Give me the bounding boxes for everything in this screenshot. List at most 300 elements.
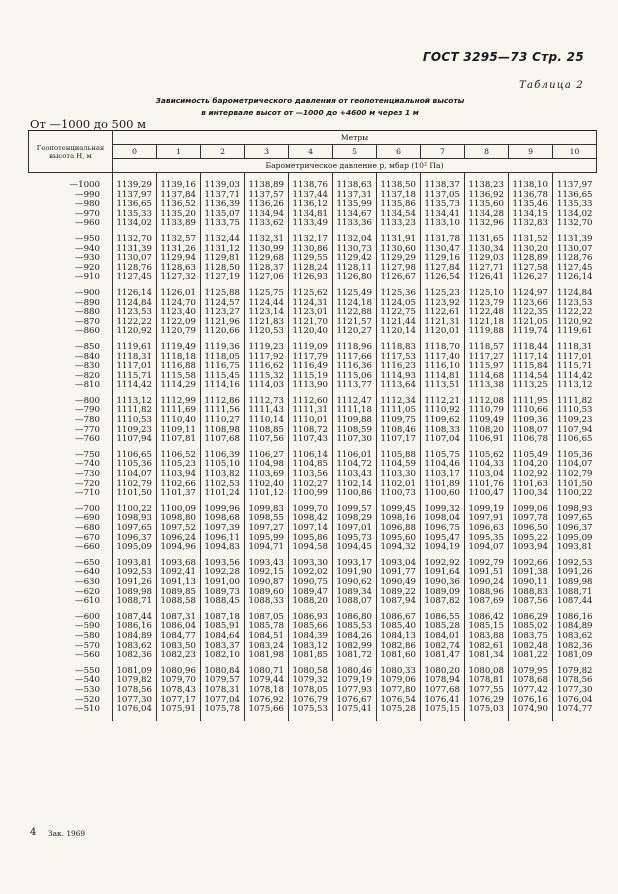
pressure-cell: 1132,83 bbox=[509, 219, 553, 229]
pressure-cell: 1108,98 bbox=[201, 426, 245, 436]
pressure-cell: 1118,70 bbox=[421, 343, 465, 353]
pressure-cell: 1093,17 bbox=[333, 559, 377, 569]
pressure-cell: 1121,83 bbox=[245, 318, 289, 328]
pressure-cell: 1090,49 bbox=[377, 578, 421, 588]
pressure-cell: 1117,92 bbox=[245, 353, 289, 363]
height-cell: —630 bbox=[75, 576, 100, 587]
pressure-cell: 1113,77 bbox=[333, 381, 377, 391]
pressure-cell: 1118,44 bbox=[509, 343, 553, 353]
pressure-cell: 1119,36 bbox=[201, 343, 245, 353]
table-row bbox=[29, 273, 597, 283]
pressure-cell: 1110,14 bbox=[245, 416, 289, 426]
pressure-cell: 1095,86 bbox=[289, 534, 333, 544]
pressure-cell: 1082,74 bbox=[421, 642, 465, 652]
pressure-header: Барометрическое давление p, мбар (10² Па) bbox=[113, 159, 597, 173]
pressure-cell: 1076,29 bbox=[465, 696, 509, 706]
pressure-cell: 1126,14 bbox=[113, 289, 157, 299]
pressure-cell: 1116,49 bbox=[289, 362, 333, 372]
pressure-cell: 1079,19 bbox=[333, 676, 377, 686]
pressure-cell: 1087,94 bbox=[377, 597, 421, 607]
pressure-cell: 1090,24 bbox=[465, 578, 509, 588]
column-header: 4 bbox=[289, 145, 333, 159]
pressure-cell: 1129,29 bbox=[377, 254, 421, 264]
pressure-cell: 1123,14 bbox=[245, 308, 289, 318]
pressure-cell: 1094,45 bbox=[333, 543, 377, 553]
pressure-cell: 1138,76 bbox=[289, 181, 333, 191]
pressure-cell: 1087,31 bbox=[157, 613, 201, 623]
pressure-cell: 1128,76 bbox=[113, 264, 157, 274]
height-cell: —540 bbox=[75, 675, 100, 686]
height-cell: —530 bbox=[75, 684, 100, 695]
pressure-cell: 1122,09 bbox=[157, 318, 201, 328]
table-body bbox=[29, 173, 597, 721]
pressure-cell: 1117,40 bbox=[421, 353, 465, 363]
pressure-cell: 1097,39 bbox=[201, 524, 245, 534]
range-label: От —1000 до 500 м bbox=[30, 117, 147, 131]
pressure-cell: 1095,73 bbox=[333, 534, 377, 544]
pressure-cell: 1109,88 bbox=[333, 416, 377, 426]
pressure-cell: 1116,36 bbox=[333, 362, 377, 372]
pressure-cell: 1124,18 bbox=[333, 299, 377, 309]
pressure-cell: 1116,23 bbox=[377, 362, 421, 372]
pressure-cell: 1115,32 bbox=[245, 372, 289, 382]
height-cell: —970 bbox=[75, 208, 100, 219]
table-row bbox=[29, 543, 597, 553]
pressure-cell: 1094,32 bbox=[377, 543, 421, 553]
height-cell: —750 bbox=[75, 449, 100, 460]
pressure-cell: 1135,60 bbox=[465, 200, 509, 210]
pressure-cell: 1091,90 bbox=[333, 568, 377, 578]
pressure-cell: 1083,75 bbox=[509, 632, 553, 642]
column-header: 0 bbox=[113, 145, 157, 159]
pressure-cell: 1124,05 bbox=[377, 299, 421, 309]
pressure-cell: 1126,27 bbox=[509, 273, 553, 283]
pressure-cell: 1137,97 bbox=[113, 191, 157, 201]
pressure-cell: 1081,22 bbox=[509, 651, 553, 661]
height-cell: —870 bbox=[75, 316, 100, 327]
pressure-cell: 1133,10 bbox=[421, 219, 465, 229]
pressure-cell: 1087,56 bbox=[509, 597, 553, 607]
pressure-cell: 1107,17 bbox=[377, 435, 421, 445]
height-cell: —930 bbox=[75, 253, 100, 264]
pressure-cell: 1137,44 bbox=[289, 191, 333, 201]
pressure-cell: 1130,07 bbox=[113, 254, 157, 264]
pressure-cell: 1118,05 bbox=[201, 353, 245, 363]
pressure-cell: 1105,10 bbox=[201, 460, 245, 470]
pressure-cell: 1112,60 bbox=[289, 397, 333, 407]
pressure-cell: 1097,65 bbox=[553, 514, 597, 524]
pressure-cell: 1077,55 bbox=[465, 686, 509, 696]
pressure-cell: 1106,65 bbox=[113, 451, 157, 461]
pressure-cell: 1093,04 bbox=[377, 559, 421, 569]
height-cell: —840 bbox=[75, 351, 100, 362]
pressure-table bbox=[28, 130, 597, 721]
pressure-cell: 1103,69 bbox=[245, 470, 289, 480]
pressure-cell: 1099,96 bbox=[201, 505, 245, 515]
pressure-cell: 1087,18 bbox=[201, 613, 245, 623]
pressure-cell: 1088,07 bbox=[333, 597, 377, 607]
pressure-cell: 1090,75 bbox=[289, 578, 333, 588]
pressure-cell: 1102,27 bbox=[289, 480, 333, 490]
pressure-cell: 1123,27 bbox=[201, 308, 245, 318]
pressure-cell: 1081,98 bbox=[245, 651, 289, 661]
pressure-cell: 1114,42 bbox=[113, 381, 157, 391]
pressure-cell: 1107,43 bbox=[289, 435, 333, 445]
spacer-cell bbox=[509, 715, 553, 721]
pressure-cell: 1089,22 bbox=[377, 588, 421, 598]
pressure-cell: 1126,67 bbox=[377, 273, 421, 283]
pressure-cell: 1076,79 bbox=[289, 696, 333, 706]
pressure-cell: 1113,90 bbox=[289, 381, 333, 391]
pressure-cell: 1079,06 bbox=[377, 676, 421, 686]
pressure-cell: 1134,41 bbox=[421, 210, 465, 220]
pressure-cell: 1096,88 bbox=[377, 524, 421, 534]
pressure-cell: 1119,61 bbox=[553, 327, 597, 337]
pressure-cell: 1122,22 bbox=[553, 308, 597, 318]
pressure-cell: 1130,60 bbox=[377, 245, 421, 255]
pressure-cell: 1132,70 bbox=[553, 219, 597, 229]
pressure-cell: 1092,92 bbox=[421, 559, 465, 569]
height-cell: —960 bbox=[75, 218, 100, 229]
pressure-cell: 1096,11 bbox=[201, 534, 245, 544]
pressure-cell: 1094,19 bbox=[421, 543, 465, 553]
pressure-cell: 1138,23 bbox=[465, 181, 509, 191]
height-cell: —770 bbox=[75, 424, 100, 435]
pressure-cell: 1123,92 bbox=[421, 299, 465, 309]
pressure-cell: 1084,89 bbox=[553, 622, 597, 632]
pressure-cell: 1082,48 bbox=[509, 642, 553, 652]
pressure-cell: 1134,28 bbox=[465, 210, 509, 220]
pressure-cell: 1091,13 bbox=[157, 578, 201, 588]
pressure-cell: 1125,10 bbox=[465, 289, 509, 299]
pressure-cell: 1081,85 bbox=[289, 651, 333, 661]
pressure-cell: 1134,02 bbox=[553, 210, 597, 220]
column-header: 2 bbox=[201, 145, 245, 159]
pressure-cell: 1075,15 bbox=[421, 705, 465, 715]
pressure-cell: 1085,91 bbox=[201, 622, 245, 632]
height-cell: —700 bbox=[75, 503, 100, 514]
pressure-cell: 1099,70 bbox=[289, 505, 333, 515]
pressure-cell: 1121,31 bbox=[421, 318, 465, 328]
pressure-cell: 1103,30 bbox=[377, 470, 421, 480]
pressure-cell: 1109,23 bbox=[553, 416, 597, 426]
pressure-cell: 1075,03 bbox=[465, 705, 509, 715]
height-cell: —650 bbox=[75, 557, 100, 568]
pressure-cell: 1118,18 bbox=[157, 353, 201, 363]
pressure-cell: 1137,57 bbox=[245, 191, 289, 201]
pressure-cell: 1104,85 bbox=[289, 460, 333, 470]
pressure-cell: 1107,04 bbox=[421, 435, 465, 445]
height-cell: —1000 bbox=[69, 180, 100, 190]
pressure-cell: 1086,55 bbox=[421, 613, 465, 623]
pressure-cell: 1114,03 bbox=[245, 381, 289, 391]
pressure-cell: 1089,60 bbox=[245, 588, 289, 598]
height-cell: —660 bbox=[75, 542, 100, 553]
height-cell: —640 bbox=[75, 567, 100, 578]
pressure-cell: 1110,01 bbox=[289, 416, 333, 426]
pressure-cell: 1131,39 bbox=[113, 245, 157, 255]
pressure-cell: 1100,09 bbox=[157, 505, 201, 515]
pressure-cell: 1104,59 bbox=[377, 460, 421, 470]
pressure-cell: 1135,20 bbox=[157, 210, 201, 220]
spacer-cell bbox=[201, 715, 245, 721]
pressure-cell: 1107,94 bbox=[113, 435, 157, 445]
pressure-cell: 1084,13 bbox=[377, 632, 421, 642]
pressure-cell: 1102,40 bbox=[245, 480, 289, 490]
pressure-cell: 1082,86 bbox=[377, 642, 421, 652]
pressure-cell: 1076,67 bbox=[333, 696, 377, 706]
pressure-cell: 1092,53 bbox=[553, 559, 597, 569]
pressure-cell: 1089,98 bbox=[113, 588, 157, 598]
pressure-cell: 1083,37 bbox=[201, 642, 245, 652]
height-cell: —690 bbox=[75, 513, 100, 524]
pressure-cell: 1077,30 bbox=[113, 696, 157, 706]
pressure-cell: 1102,01 bbox=[377, 480, 421, 490]
pressure-cell: 1133,23 bbox=[377, 219, 421, 229]
pressure-cell: 1137,18 bbox=[377, 191, 421, 201]
pressure-cell: 1110,27 bbox=[201, 416, 245, 426]
pressure-cell: 1120,40 bbox=[289, 327, 333, 337]
pressure-cell: 1086,93 bbox=[289, 613, 333, 623]
pressure-cell: 1091,77 bbox=[377, 568, 421, 578]
pressure-cell: 1120,27 bbox=[333, 327, 377, 337]
pressure-cell: 1105,36 bbox=[553, 451, 597, 461]
pressure-cell: 1114,93 bbox=[377, 372, 421, 382]
pressure-cell: 1093,56 bbox=[201, 559, 245, 569]
pressure-cell: 1127,45 bbox=[553, 264, 597, 274]
pressure-cell: 1126,80 bbox=[333, 273, 377, 283]
pressure-cell: 1079,82 bbox=[553, 667, 597, 677]
pressure-cell: 1077,93 bbox=[333, 686, 377, 696]
table-row bbox=[29, 327, 597, 337]
pressure-cell: 1079,57 bbox=[201, 676, 245, 686]
pressure-cell: 1129,42 bbox=[333, 254, 377, 264]
pressure-cell: 1082,61 bbox=[465, 642, 509, 652]
pressure-cell: 1118,83 bbox=[377, 343, 421, 353]
pressure-cell: 1115,58 bbox=[157, 372, 201, 382]
pressure-cell: 1134,54 bbox=[377, 210, 421, 220]
pressure-cell: 1095,47 bbox=[421, 534, 465, 544]
pressure-cell: 1081,34 bbox=[465, 651, 509, 661]
pressure-cell: 1100,86 bbox=[333, 489, 377, 499]
pressure-cell: 1132,70 bbox=[113, 235, 157, 245]
pressure-cell: 1099,06 bbox=[509, 505, 553, 515]
pressure-cell: 1127,32 bbox=[157, 273, 201, 283]
pressure-cell: 1128,24 bbox=[289, 264, 333, 274]
pressure-cell: 1084,51 bbox=[245, 632, 289, 642]
pressure-cell: 1137,05 bbox=[421, 191, 465, 201]
height-cell: —830 bbox=[75, 361, 100, 372]
pressure-cell: 1077,30 bbox=[553, 686, 597, 696]
pressure-cell: 1117,66 bbox=[333, 353, 377, 363]
pressure-cell: 1097,52 bbox=[157, 524, 201, 534]
pressure-cell: 1124,97 bbox=[509, 289, 553, 299]
pressure-cell: 1105,36 bbox=[113, 460, 157, 470]
pressure-cell: 1075,28 bbox=[377, 705, 421, 715]
table-row bbox=[29, 489, 597, 499]
table-title-line-2: в интервале высот от —1000 до +4600 м через 1 м bbox=[201, 108, 419, 117]
pressure-cell: 1128,37 bbox=[245, 264, 289, 274]
pressure-cell: 1086,67 bbox=[377, 613, 421, 623]
pressure-cell: 1119,74 bbox=[509, 327, 553, 337]
pressure-cell: 1133,89 bbox=[157, 219, 201, 229]
pressure-cell: 1124,84 bbox=[113, 299, 157, 309]
pressure-cell: 1081,47 bbox=[421, 651, 465, 661]
pressure-cell: 1126,01 bbox=[157, 289, 201, 299]
pressure-cell: 1112,73 bbox=[245, 397, 289, 407]
pressure-cell: 1126,14 bbox=[553, 273, 597, 283]
pressure-cell: 1075,53 bbox=[289, 705, 333, 715]
pressure-cell: 1098,93 bbox=[113, 514, 157, 524]
pressure-cell: 1139,29 bbox=[113, 181, 157, 191]
pressure-cell: 1082,36 bbox=[113, 651, 157, 661]
pressure-cell: 1075,91 bbox=[157, 705, 201, 715]
pressure-cell: 1094,58 bbox=[289, 543, 333, 553]
pressure-cell: 1090,36 bbox=[421, 578, 465, 588]
pressure-cell: 1085,15 bbox=[465, 622, 509, 632]
pressure-cell: 1137,31 bbox=[333, 191, 377, 201]
pressure-cell: 1104,72 bbox=[333, 460, 377, 470]
height-cell: —590 bbox=[75, 621, 100, 632]
pressure-cell: 1078,94 bbox=[421, 676, 465, 686]
pressure-cell: 1101,50 bbox=[553, 480, 597, 490]
pressure-cell: 1120,66 bbox=[201, 327, 245, 337]
pressure-cell: 1094,83 bbox=[201, 543, 245, 553]
pressure-cell: 1095,09 bbox=[113, 543, 157, 553]
pressure-cell: 1121,57 bbox=[333, 318, 377, 328]
pressure-cell: 1091,26 bbox=[553, 568, 597, 578]
pressure-cell: 1080,08 bbox=[465, 667, 509, 677]
table-head bbox=[29, 131, 597, 173]
height-cell: —860 bbox=[75, 326, 100, 337]
pressure-cell: 1095,35 bbox=[465, 534, 509, 544]
spacer-cell bbox=[113, 715, 157, 721]
pressure-cell: 1084,26 bbox=[333, 632, 377, 642]
pressure-cell: 1111,43 bbox=[245, 406, 289, 416]
pressure-cell: 1118,96 bbox=[333, 343, 377, 353]
pressure-cell: 1113,51 bbox=[421, 381, 465, 391]
pressure-cell: 1079,82 bbox=[113, 676, 157, 686]
pressure-cell: 1122,75 bbox=[377, 308, 421, 318]
pressure-cell: 1134,67 bbox=[333, 210, 377, 220]
pressure-cell: 1129,94 bbox=[157, 254, 201, 264]
pressure-cell: 1136,52 bbox=[157, 200, 201, 210]
pressure-cell: 1109,36 bbox=[509, 416, 553, 426]
height-cell: —880 bbox=[75, 307, 100, 318]
height-cell: —910 bbox=[75, 272, 100, 283]
pressure-cell: 1138,50 bbox=[377, 181, 421, 191]
pressure-cell: 1098,04 bbox=[421, 514, 465, 524]
pressure-cell: 1085,28 bbox=[421, 622, 465, 632]
pressure-cell: 1076,54 bbox=[377, 696, 421, 706]
pressure-cell: 1132,17 bbox=[289, 235, 333, 245]
pressure-cell: 1103,56 bbox=[289, 470, 333, 480]
pressure-cell: 1128,11 bbox=[333, 264, 377, 274]
pressure-cell: 1092,53 bbox=[113, 568, 157, 578]
pressure-cell: 1080,71 bbox=[245, 667, 289, 677]
pressure-cell: 1097,14 bbox=[289, 524, 333, 534]
pressure-cell: 1096,37 bbox=[113, 534, 157, 544]
pressure-cell: 1075,78 bbox=[201, 705, 245, 715]
pressure-cell: 1133,75 bbox=[201, 219, 245, 229]
pressure-cell: 1124,70 bbox=[157, 299, 201, 309]
row-header-cell: Геопотенциальная высота H, м bbox=[29, 131, 113, 173]
pressure-cell: 1119,61 bbox=[113, 343, 157, 353]
pressure-cell: 1103,17 bbox=[421, 470, 465, 480]
pressure-cell: 1080,58 bbox=[289, 667, 333, 677]
pressure-cell: 1112,86 bbox=[201, 397, 245, 407]
pressure-cell: 1099,32 bbox=[421, 505, 465, 515]
pressure-cell: 1123,53 bbox=[553, 299, 597, 309]
pressure-cell: 1131,78 bbox=[421, 235, 465, 245]
pressure-cell: 1086,04 bbox=[157, 622, 201, 632]
pressure-cell: 1130,20 bbox=[509, 245, 553, 255]
pressure-cell: 1101,63 bbox=[509, 480, 553, 490]
pressure-cell: 1133,36 bbox=[333, 219, 377, 229]
pressure-cell: 1086,80 bbox=[333, 613, 377, 623]
pressure-cell: 1104,98 bbox=[245, 460, 289, 470]
pressure-cell: 1116,10 bbox=[421, 362, 465, 372]
pressure-cell: 1088,83 bbox=[509, 588, 553, 598]
column-header: 6 bbox=[377, 145, 421, 159]
pressure-cell: 1085,66 bbox=[289, 622, 333, 632]
pressure-cell: 1092,28 bbox=[201, 568, 245, 578]
pressure-cell: 1079,32 bbox=[289, 676, 333, 686]
pressure-cell: 1076,92 bbox=[245, 696, 289, 706]
column-header: 1 bbox=[157, 145, 201, 159]
pressure-cell: 1100,99 bbox=[289, 489, 333, 499]
height-cell: —680 bbox=[75, 523, 100, 533]
pressure-cell: 1094,71 bbox=[245, 543, 289, 553]
pressure-cell: 1079,95 bbox=[509, 667, 553, 677]
pressure-cell: 1099,19 bbox=[465, 505, 509, 515]
pressure-cell: 1123,79 bbox=[465, 299, 509, 309]
height-cell: —940 bbox=[75, 243, 100, 254]
pressure-cell: 1101,24 bbox=[201, 489, 245, 499]
pressure-cell: 1109,23 bbox=[113, 426, 157, 436]
pressure-cell: 1118,57 bbox=[465, 343, 509, 353]
pressure-cell: 1120,79 bbox=[157, 327, 201, 337]
pressure-cell: 1076,04 bbox=[113, 705, 157, 715]
pressure-cell: 1131,91 bbox=[377, 235, 421, 245]
height-cell: —950 bbox=[75, 233, 100, 244]
height-cell: —580 bbox=[75, 630, 100, 641]
pressure-cell: 1086,42 bbox=[465, 613, 509, 623]
pressure-cell: 1113,12 bbox=[113, 397, 157, 407]
pressure-cell: 1130,73 bbox=[333, 245, 377, 255]
pressure-cell: 1123,01 bbox=[289, 308, 333, 318]
pressure-cell: 1085,78 bbox=[245, 622, 289, 632]
pressure-cell: 1080,20 bbox=[421, 667, 465, 677]
pressure-cell: 1119,23 bbox=[245, 343, 289, 353]
pressure-cell: 1125,36 bbox=[377, 289, 421, 299]
pressure-cell: 1134,81 bbox=[289, 210, 333, 220]
pressure-cell: 1104,07 bbox=[553, 460, 597, 470]
height-cell: —740 bbox=[75, 459, 100, 470]
pressure-cell: 1116,62 bbox=[245, 362, 289, 372]
pressure-cell: 1100,22 bbox=[113, 505, 157, 515]
pressure-cell: 1099,45 bbox=[377, 505, 421, 515]
spacer-cell bbox=[421, 715, 465, 721]
pressure-cell: 1096,24 bbox=[157, 534, 201, 544]
pressure-cell: 1091,26 bbox=[113, 578, 157, 588]
pressure-cell: 1102,53 bbox=[201, 480, 245, 490]
pressure-cell: 1100,47 bbox=[465, 489, 509, 499]
pressure-cell: 1128,50 bbox=[201, 264, 245, 274]
pressure-cell: 1115,84 bbox=[509, 362, 553, 372]
pressure-cell: 1111,82 bbox=[113, 406, 157, 416]
pressure-cell: 1114,42 bbox=[553, 372, 597, 382]
